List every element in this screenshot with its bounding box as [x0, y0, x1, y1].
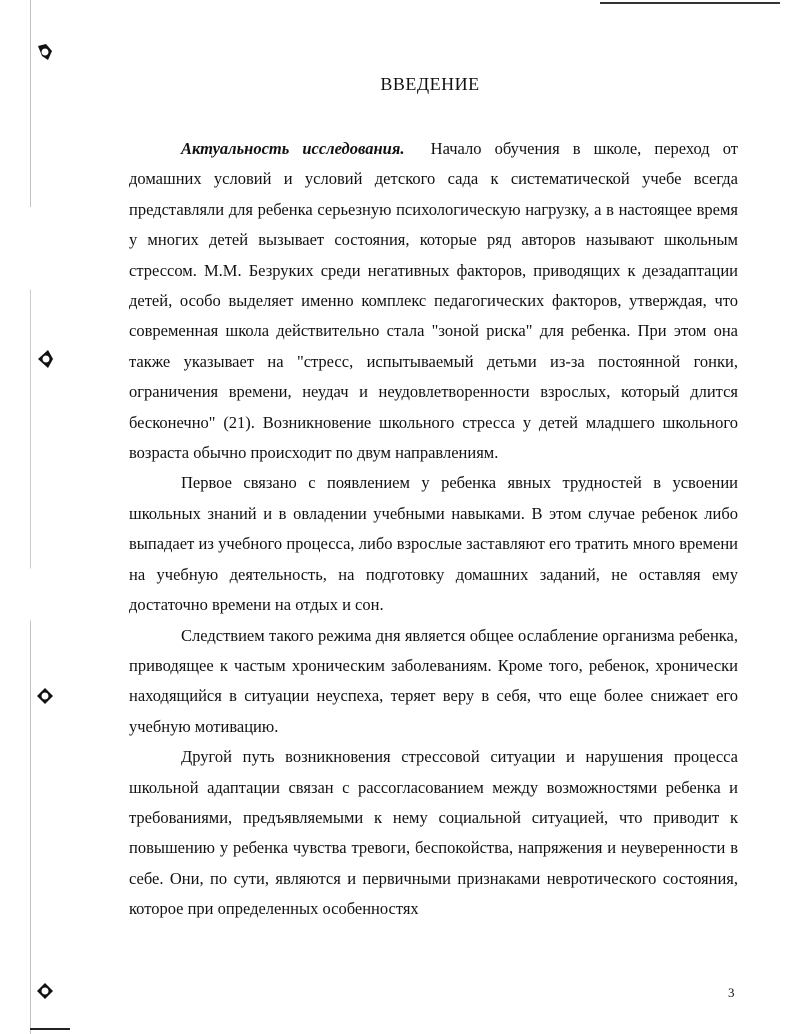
body-text — [129, 134, 738, 925]
binder-hole-icon — [34, 980, 56, 1002]
scan-bottom-rule — [30, 1028, 70, 1030]
paragraph — [129, 134, 738, 468]
paragraph: Следствием такого режима дня является общее ослабление организма ребенка, приводящее к частым хроническим заболеваниям. Кроме того, ребенок, хронически находящийся в ситуации неуспеха, теряет веру в себя, что еще более снижает его учебную мотивацию. — [129, 625, 738, 736]
page-number: 3 — [728, 985, 735, 1000]
binder-hole-icon — [34, 685, 56, 707]
page-title: ВВЕДЕНИЕ — [380, 74, 480, 94]
scan-left-edge — [30, 0, 31, 1034]
paragraph-text: Начало обучения в школе, переход от домашних условий и условий детского сада к систематической учебе всегда представляли для ребенка серьезную психологическую нагрузку, а в настоящее время у многих детей вызывает состояния, которые ряд авторов называют школьным стрессом. М.М. Безруких среди негативных факторов, приводящих к дезадаптации детей, особо выделяет именно комплекс педагогических факторов, утверждая, что современная школа действительно стала "зоной риска" для ребенка. При этом она также указывает на "стресс, испытываемый детьми из-за постоянной гонки, ограничения времени, неудач и неудовлетворенности взрослых, который длится бесконечно" (21). Возникновение школьного стресса у детей младшего школьного возраста обычно происходит по двум направлениям. — [129, 139, 739, 463]
lead-phrase: Актуальность исследования. — [181, 139, 405, 158]
paragraph: Другой путь возникновения стрессовой ситуации и нарушения процесса школьной адаптации связан с рассогласованием между возможностями ребенка и требованиями, предъявляемыми к нему социальной ситуацией, что приводит к повышению у ребенка чувства тревоги, беспокойства, напряжения и неуверенности в себе. Они, по сути, являются и первичными признаками невротического состояния, которое при определенных особенностях — [129, 747, 738, 919]
binder-hole-icon — [34, 42, 56, 64]
binder-hole-icon — [34, 348, 56, 370]
paragraph: Первое связано с появлением у ребенка явных трудностей в усвоении школьных знаний и в овладении учебными навыками. В этом случае ребенок либо выпадает из учебного процесса, либо взрослые заставляют его тратить много времени на учебную деятельность, на подготовку домашних заданий, не оставляя ему достаточно времени на отдых и сон. — [129, 473, 738, 615]
scan-top-rule — [600, 2, 780, 4]
